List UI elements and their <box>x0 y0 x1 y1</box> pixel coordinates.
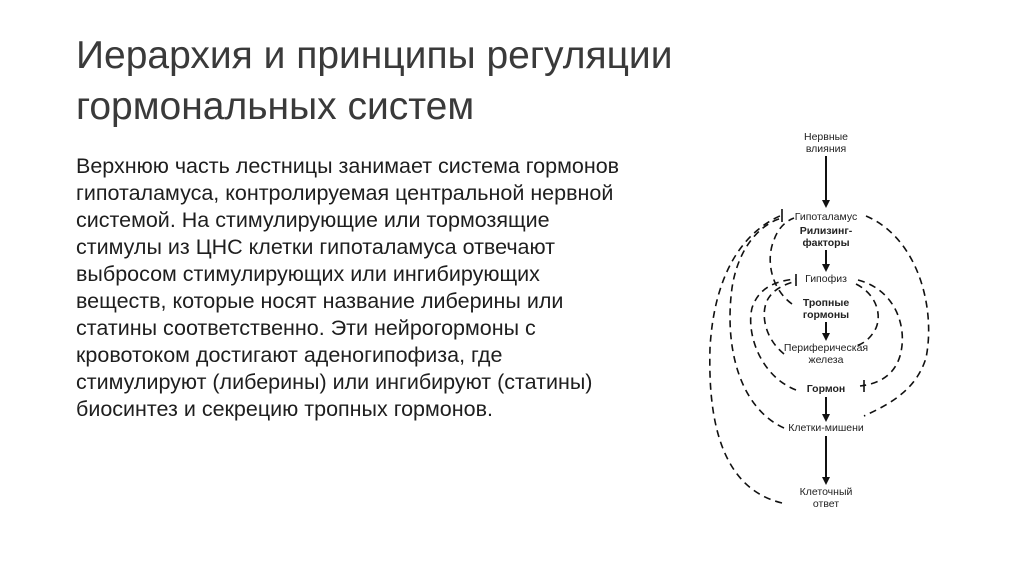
feedback-right-outer <box>864 216 929 416</box>
feedback-tropic-to-hypothalamus <box>770 218 794 304</box>
feedback-right-inner <box>856 284 878 346</box>
node-tropic-line-2: гормоны <box>802 309 850 321</box>
slide-body-text: Верхнюю часть лестницы занимает система гормонов гипоталамуса, контролируемая центральной нервной системой. На стимулирующие или тормозящие стимулы из ЦНС клетки гипоталамуса отвечают выбросом стимулирующих или ингибирующих веществ, которые носят название либерины или статины соответственно. Эти нейрогормоны с кровотоком достигают аденогипофиза, где стимулируют (либерины) или ингибируют (статины) биосинтез и секрецию тропных гормонов. <box>76 154 620 421</box>
node-targets: Клетки-мишени <box>788 422 864 434</box>
node-releasing-line-1: Рилизинг- <box>799 225 853 237</box>
hormone-regulation-diagram <box>700 118 940 518</box>
node-peripheral-line-1: Периферическая <box>783 342 869 354</box>
node-response-line-2: ответ <box>812 498 840 510</box>
node-tropic-line-1: Тропные <box>802 297 850 309</box>
feedback-right-middle <box>858 280 902 386</box>
feedback-targets-to-hypothalamus <box>730 218 784 428</box>
node-hormone: Гормон <box>806 383 846 395</box>
node-nervous-line-1: Нервные <box>803 131 849 143</box>
node-pituitary: Гипофиз <box>805 273 847 285</box>
node-releasing-line-2: факторы <box>802 237 850 249</box>
feedback-response-to-hypothalamus <box>710 215 782 503</box>
node-nervous-line-2: влияния <box>805 143 847 155</box>
slide-title: Иерархия и принципы регуляции гормональных систем <box>76 34 673 128</box>
node-hypothalamus: Гипоталамус <box>794 211 858 223</box>
node-peripheral-line-2: железа <box>808 354 844 366</box>
node-response-line-1: Клеточный <box>799 486 853 498</box>
feedback-hormone-to-pituitary <box>751 279 796 390</box>
